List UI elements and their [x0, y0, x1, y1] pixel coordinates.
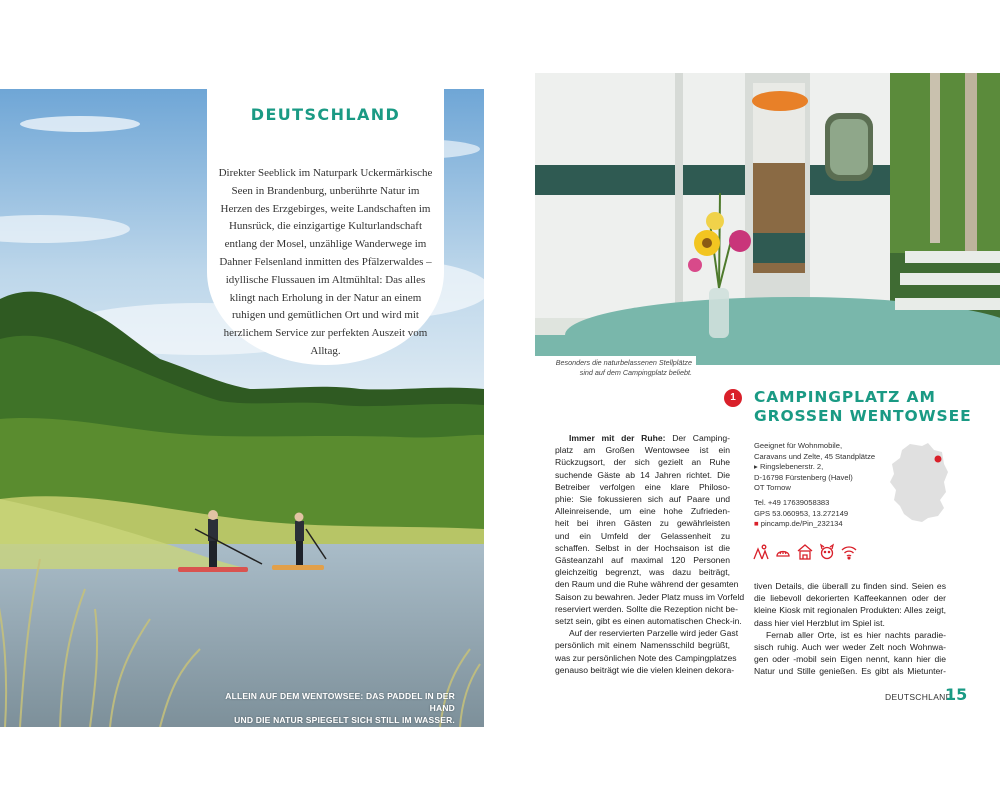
info-phone: Tel. +49 17639058383 [754, 497, 830, 507]
body-line: gen oder -mobil sein Eigen nennt, kann hier die [754, 654, 946, 665]
body-line: Fernab aller Orte, ist es hier nachts paradie- [766, 629, 946, 640]
body-line: die liebevoll dekorierten Kaffeekannen oder der [754, 593, 946, 604]
title-line: CAMPINGPLATZ AM [754, 388, 936, 406]
intro-card [207, 89, 444, 365]
body-line [555, 432, 730, 444]
body-line: den Raum und die Ruhe während der gesamten [555, 579, 739, 590]
body-line: gleichzeitig begrenzt, was dazu beiträgt, [555, 567, 730, 578]
entry-number-badge: 1 [724, 389, 742, 407]
info-address-2: D-16798 Fürstenberg (Havel) [754, 472, 853, 482]
info-gps: GPS 53.060953, 13.272149 [754, 508, 849, 518]
lead-in-rest: Der Camping- [665, 433, 730, 443]
body-line: heit bei ihren Gästen zu gewährleisten [555, 518, 730, 529]
caravan-photo-caption [535, 356, 696, 380]
body-line: kleine Kiosk mit regionalen Produkten: Alles zeigt, [754, 605, 946, 616]
region-title: DEUTSCHLAND [250, 105, 401, 124]
red-square-icon: ■ [754, 519, 759, 529]
body-column-1 [555, 432, 745, 676]
playground-icon [752, 543, 770, 561]
body-line: genauso beiträgt wie die vielen kleinen dekora- [555, 664, 735, 675]
title-line: GROSSEN WENTOWSEE [754, 407, 972, 425]
body-line: Natur und Stille genießen. Es gibt als Mietunter- [754, 666, 946, 677]
bread-service-icon [774, 543, 792, 561]
body-line: persönlich mit einem Namensschild begrüßt, [555, 640, 730, 651]
body-line: und ein Umfeld der Gelassenheit zu [555, 530, 730, 541]
body-line: was zur persönlichen Note des Campingplatzes [555, 652, 737, 663]
lead-in: Immer mit der Ruhe: [569, 433, 666, 443]
body-line: phie: Sie fokussieren sich auf Paare und [555, 494, 730, 505]
germany-locator-map [888, 442, 950, 524]
caption-line: Besonders die naturbelassenen Stellplätze [555, 358, 692, 367]
body-line: sisch ruhig. Auch wer weder Zelt noch Wohnwa- [754, 642, 946, 653]
body-column-2 [754, 580, 946, 678]
body-line: tiven Details, die überall zu finden sind. Seien es [754, 581, 946, 591]
body-line: suchende Gäste ab 14 Jahren richtet. Die [555, 469, 730, 480]
triangle-pointer-icon: ▸ [754, 462, 758, 472]
body-line: setzt sein, gibt es einen automatischen Check-in. [555, 616, 742, 627]
body-line: Rückzugsort, der sich gezielt an Ruhe [555, 457, 730, 468]
caption-line: ALLEIN AUF DEM WENTOWSEE: DAS PADDEL IN DER HAND [225, 691, 455, 713]
body-line: reserviert werden. Sollte die Rezeption nicht be- [555, 603, 738, 614]
body-line: Gästeanzahl auf maximal 120 Personen [555, 555, 730, 566]
dog-friendly-icon [818, 543, 836, 561]
campsite-title [754, 388, 984, 426]
body-line: Alleinreisende, um eine hohe Zufrieden- [555, 506, 730, 517]
info-suitable: Geeignet für Wohnmobile, [754, 441, 843, 450]
wifi-icon [840, 543, 858, 561]
shop-icon [796, 543, 814, 561]
body-line: Betreiber verfolgen eine klare Philoso- [555, 481, 730, 492]
campsite-info [754, 441, 894, 530]
info-suitable-2: Caravans und Zelte, 45 Standplätze [754, 451, 876, 461]
caption-line: sind auf dem Campingplatz beliebt. [579, 368, 692, 377]
body-line: Saison zu bewahren. Jeder Platz muss im Vorfeld [555, 591, 745, 602]
location-dot-icon [935, 456, 942, 463]
body-line: dass hier viel Herzblut im Spiel ist. [754, 617, 885, 628]
info-pin-line[interactable] [754, 519, 894, 530]
lake-photo-caption [200, 690, 455, 726]
footer-country: DEUTSCHLAND [885, 692, 953, 702]
caption-line: UND DIE NATUR SPIEGELT SICH STILL IM WASSER. [234, 715, 455, 725]
amenity-icons [752, 543, 862, 565]
caravan-photo [535, 73, 1000, 365]
info-address-line [754, 462, 894, 473]
info-pin-link[interactable]: pincamp.de/Pin_232134 [760, 519, 843, 529]
body-line: Auf der reservierten Parzelle wird jeder Gast [569, 628, 739, 639]
page-number: 15 [945, 685, 968, 704]
body-line: schaffen. Selbst in der Hochsaison ist die [555, 542, 730, 553]
info-address-1: Ringslebenerstr. 2, [759, 462, 824, 472]
body-line: platz am Großen Wentowsee ist ein [555, 445, 730, 456]
intro-text: Direkter Seeblick im Naturpark Uckermärkische Seen in Brandenburg, unberührte Natur im Herzen des Erzgebirges, weite Landschaften im Hunsrück, die einzigartige Kulturlandschaft entlang der Mosel, unzählige Wanderwege im Dahner Felsenland inmitten des Pfälzerwaldes – idyllische Flussauen im Altmühltal: Das alles klingt nach Erholung in der Natur an einem ruhigen und gemütlichen Ort und wird mit herzlichem Service zur perfekten Auszeit vom Alltag. [218, 167, 433, 357]
info-address-3: OT Tornow [754, 483, 791, 493]
